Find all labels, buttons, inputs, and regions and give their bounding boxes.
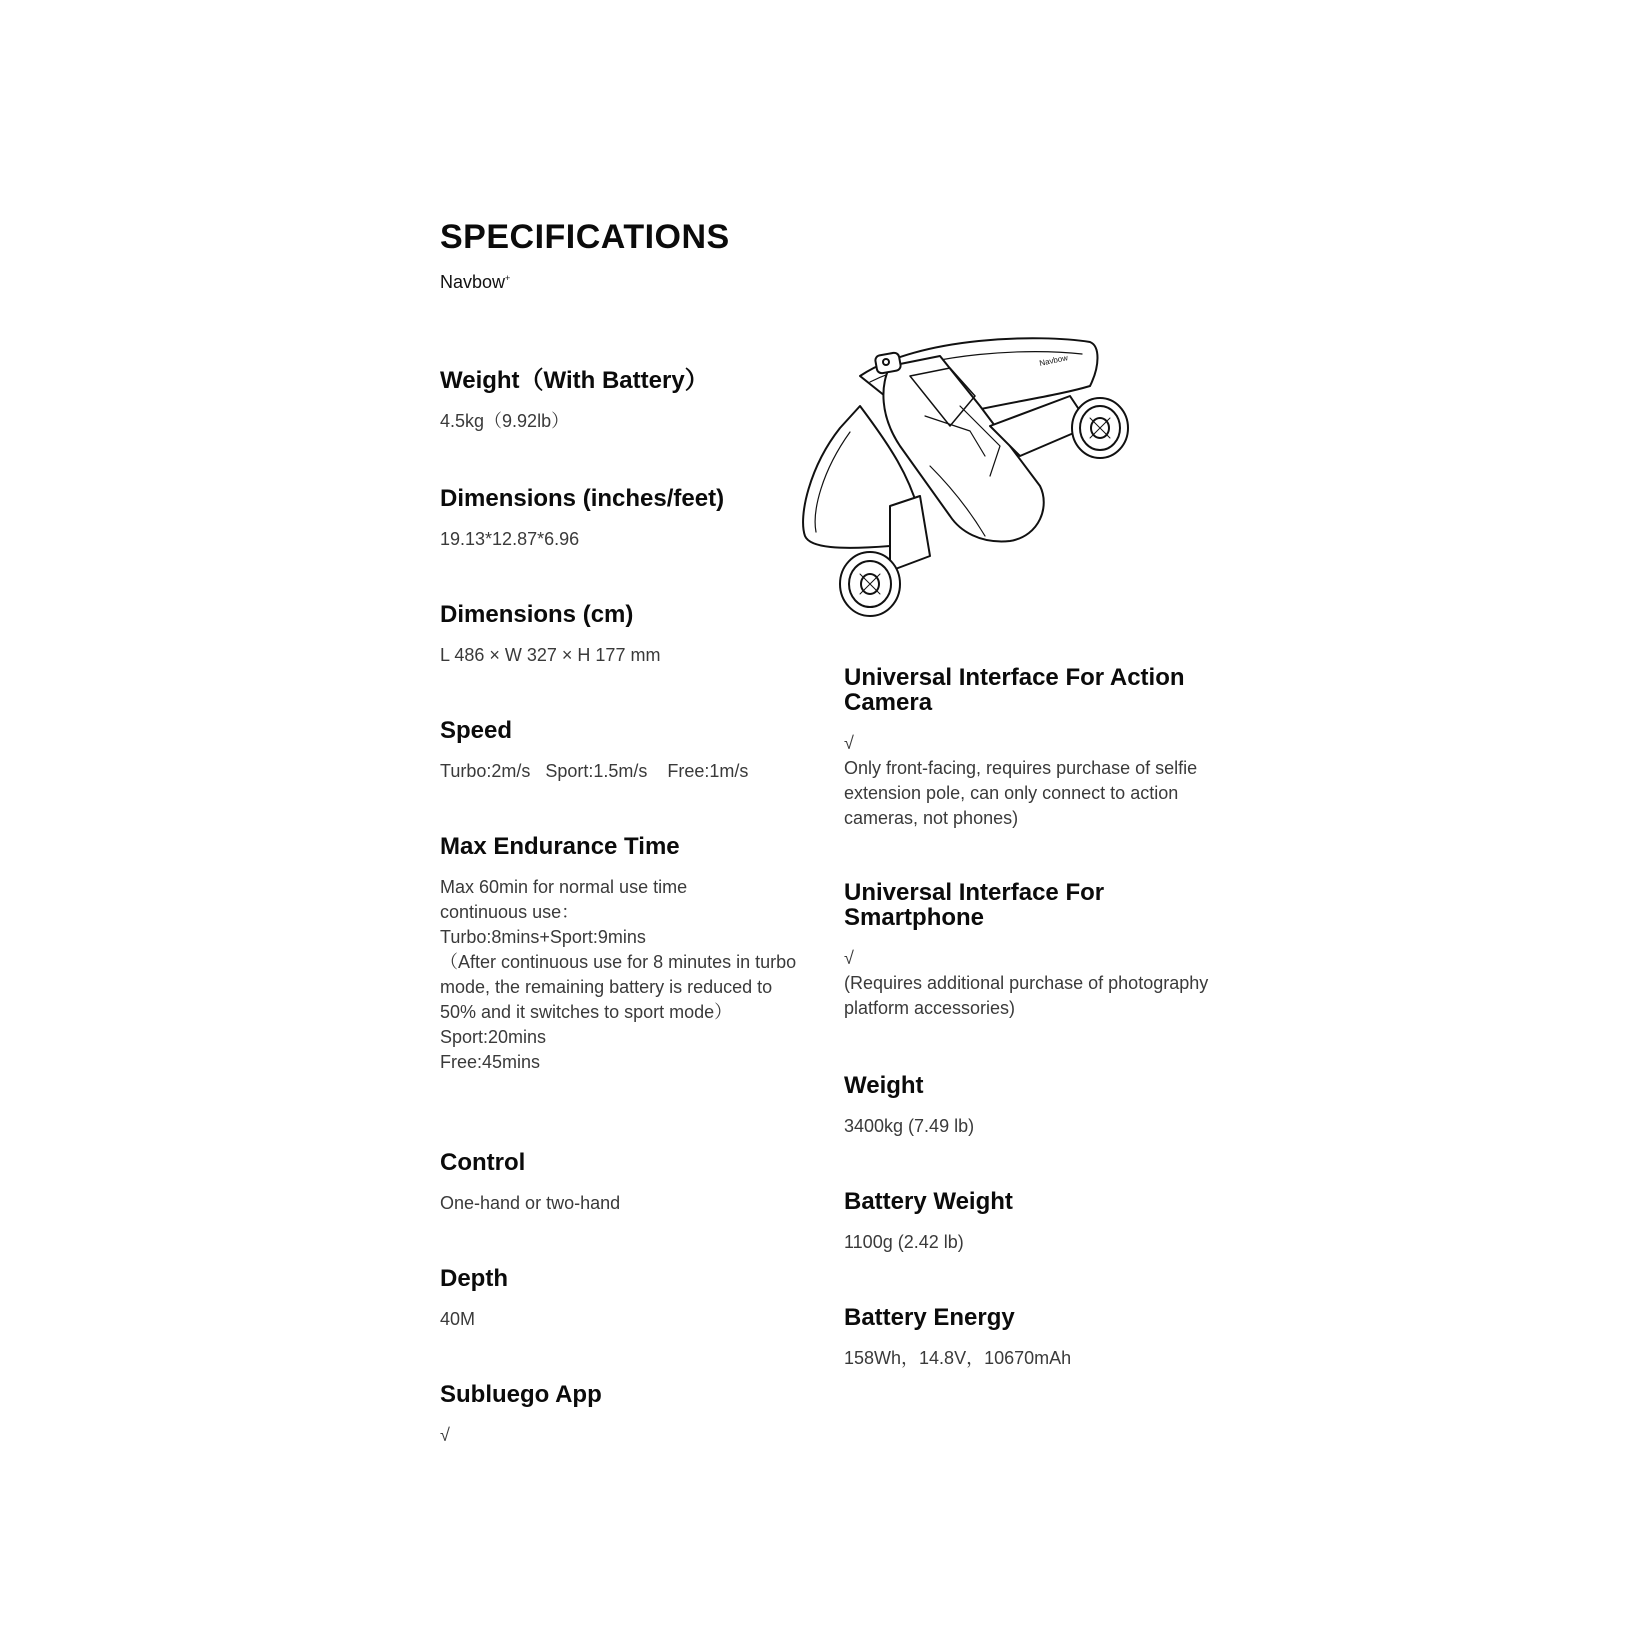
spec-value: One-hand or two-hand — [440, 1193, 621, 1213]
spec-value: 40M — [440, 1309, 476, 1329]
spec-control — [440, 1150, 810, 1216]
spec-universal-interface-action-camera — [844, 665, 1214, 831]
spec-value: √ — [440, 1425, 450, 1445]
spec-battery-energy — [844, 1305, 1214, 1371]
spec-value: 158Wh，14.8V，10670mAh — [844, 1348, 1072, 1368]
spec-label: Depth — [440, 1265, 508, 1292]
spec-universal-interface-smartphone — [844, 880, 1214, 1021]
spec-value: 4.5kg（9.92lb） — [440, 411, 570, 431]
product-name — [440, 272, 510, 293]
spec-value: Max 60min for normal use time continuous use： Turbo:8mins+Sport:9mins （After continuous use for 8 minutes in turbo mode, the remaining battery is reduced to 50% and it switches to sport mode） Sport:20mins Free:45mins — [440, 877, 797, 1072]
spec-depth — [440, 1266, 810, 1332]
spec-label: Dimensions (inches/feet) — [440, 485, 725, 512]
spec-label: Control — [440, 1149, 526, 1176]
spec-label: Battery Energy — [844, 1304, 1015, 1331]
spec-value: √ Only front-facing, requires purchase of selfie extension pole, can only connect to action cameras, not phones) — [844, 733, 1198, 828]
spec-value: Turbo:2m/s Sport:1.5m/s Free:1m/s — [440, 761, 749, 781]
spec-label: Battery Weight — [844, 1188, 1013, 1215]
spec-dimensions-inches — [440, 486, 810, 552]
product-name-text: Navbow — [440, 272, 506, 292]
spec-label: Dimensions (cm) — [440, 601, 634, 628]
spec-weight — [844, 1073, 1214, 1139]
product-name-suffix: + — [505, 273, 511, 283]
spec-max-endurance-time — [440, 834, 810, 1075]
spec-value: √ (Requires additional purchase of photography platform accessories) — [844, 948, 1209, 1018]
page-title: SPECIFICATIONS — [440, 218, 730, 256]
spec-label: Speed — [440, 717, 513, 744]
spec-label: Max Endurance Time — [440, 833, 680, 860]
spec-battery-weight — [844, 1189, 1214, 1255]
spec-value: 1100g (2.42 lb) — [844, 1232, 964, 1252]
spec-value: 3400kg (7.49 lb) — [844, 1116, 975, 1136]
spec-subluego-app — [440, 1382, 810, 1448]
spec-speed — [440, 718, 810, 784]
spec-label: Weight — [844, 1072, 924, 1099]
spec-label: Subluego App — [440, 1381, 602, 1408]
spec-label: Universal Interface For Smartphone — [844, 879, 1105, 931]
spec-value: 19.13*12.87*6.96 — [440, 529, 580, 549]
underwater-scooter-illustration — [800, 336, 1150, 626]
spec-label: Universal Interface For Action Camera — [844, 664, 1185, 716]
spec-weight-with-battery — [440, 368, 810, 434]
spec-value: L 486 × W 327 × H 177 mm — [440, 645, 661, 665]
spec-label: Weight（With Battery） — [440, 367, 709, 394]
illustration-brand-text: Navbow — [1038, 353, 1069, 368]
spec-dimensions-cm — [440, 602, 810, 668]
